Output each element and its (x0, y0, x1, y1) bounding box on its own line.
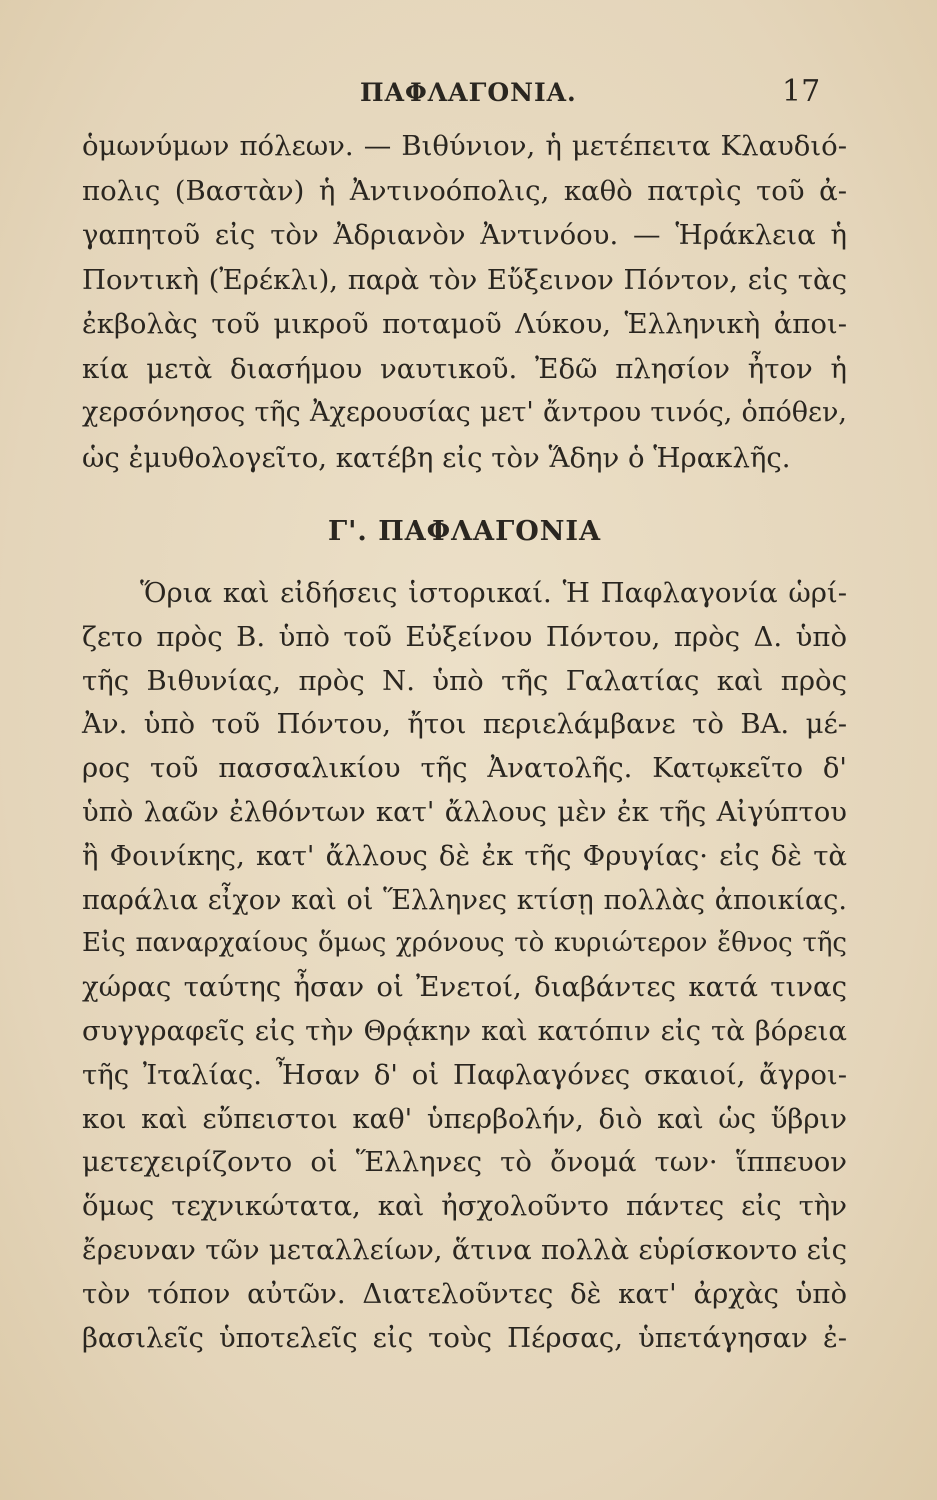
text-line: γαπητοῦ εἰς τὸν Ἀδριανὸν Ἀντινόου. — Ἡράκλεια ἡ (82, 219, 847, 251)
text-line: ὡς ἐμυθολογεῖτο, κατέβη εἰς τὸν Ἅδην ὁ Ἡρακλῆς. (82, 441, 791, 474)
running-header (0, 74, 937, 118)
text-line: ἔρευναν τῶν μεταλλείων, ἅτινα πολλὰ εὑρίσκοντο εἰς (82, 1233, 847, 1266)
text-line: ὁμωνύμων πόλεων. — Βιθύνιον, ἡ μετέπειτα Κλαυδιό- (82, 130, 847, 162)
text-line: ζετο πρὸς Β. ὑπὸ τοῦ Εὐξείνου Πόντου, πρὸς Δ. ὑπὸ (82, 620, 847, 653)
text-line: τὸν τόπον αὐτῶν. Διατελοῦντες δὲ κατ' ἀρχὰς ὑπὸ (82, 1277, 847, 1310)
text-line: τῆς Ἰταλίας. Ἦσαν δ' οἱ Παφλαγόνες σκαιοί, ἄγροι- (82, 1058, 847, 1091)
text-line: Ὅρια καὶ εἰδήσεις ἱστορικαί. Ἡ Παφλαγονία ὡρί- (140, 577, 847, 609)
text-line: συγγραφεῖς εἰς τὴν Θρᾴκην καὶ κατόπιν εἰς τὰ βόρεια (82, 1014, 847, 1047)
text-line: κία μετὰ διασήμου ναυτικοῦ. Ἐδῶ πλησίον ἦτον ἡ (82, 352, 847, 385)
text-line: χερσόνησος τῆς Ἀχερουσίας μετ' ἄντρου τινός, ὁπόθεν, (82, 397, 847, 428)
body-text (82, 124, 847, 1360)
text-line: χώρας ταύτης ἦσαν οἱ Ἐνετοί, διαβάντες κατά τινας (82, 971, 847, 1004)
text-line: τῆς Βιθυνίας, πρὸς Ν. ὑπὸ τῆς Γαλατίας καὶ πρὸς (82, 664, 847, 697)
text-line: ὑπὸ λαῶν ἐλθόντων κατ' ἄλλους μὲν ἐκ τῆς Αἰγύπτου (82, 795, 847, 828)
text-line: κοι καὶ εὔπειστοι καθ' ὑπερβολήν, διὸ καὶ ὡς ὕβριν (82, 1102, 847, 1135)
text-line: ρος τοῦ πασσαλικίου τῆς Ἀνατολῆς. Κατῳκεῖτο δ' (82, 752, 847, 785)
section-heading: Γ'. ΠΑΦΛΑΓΟΝΙΑ (327, 516, 602, 547)
text-line: παράλια εἶχον καὶ οἱ Ἕλληνες κτίσῃ πολλὰς ἀποικίας. (82, 884, 847, 916)
running-title: ΠΑΦΛΑΓΟΝΙΑ. (360, 78, 577, 107)
paragraph-bithynia-cities (82, 124, 847, 480)
text-line: μετεχειρίζοντο οἱ Ἕλληνες τὸ ὄνομά των· ἵππευον (82, 1146, 847, 1179)
text-line: Εἰς παναρχαίους ὅμως χρόνους τὸ κυριώτερον ἔθνος τῆς (82, 928, 847, 959)
text-line: πολις (Βαστὰν) ἡ Ἀντινοόπολις, καθὸ πατρὶς τοῦ ἀ- (82, 174, 847, 207)
text-line: Ἀν. ὑπὸ τοῦ Πόντου, ἤτοι περιελάμβανε τὸ ΒΑ. μέ- (82, 708, 847, 741)
page-number: 17 (782, 74, 821, 109)
text-line: ἢ Φοινίκης, κατ' ἄλλους δὲ ἐκ τῆς Φρυγίας· εἰς δὲ τὰ (82, 839, 847, 872)
text-line: ἐκβολὰς τοῦ μικροῦ ποταμοῦ Λύκου, Ἑλληνικὴ ἀποι- (82, 308, 847, 340)
text-line: Ποντικὴ (Ἐρέκλι), παρὰ τὸν Εὔξεινον Πόντον, εἰς τὰς (82, 263, 847, 296)
text-line: ὅμως τεχνικώτατα, καὶ ἠσχολοῦντο πάντες εἰς τὴν (82, 1190, 847, 1223)
paragraph-paphlagonia (82, 572, 847, 1360)
text-line: βασιλεῖς ὑποτελεῖς εἰς τοὺς Πέρσας, ὑπετάγησαν ἐ- (82, 1321, 847, 1354)
